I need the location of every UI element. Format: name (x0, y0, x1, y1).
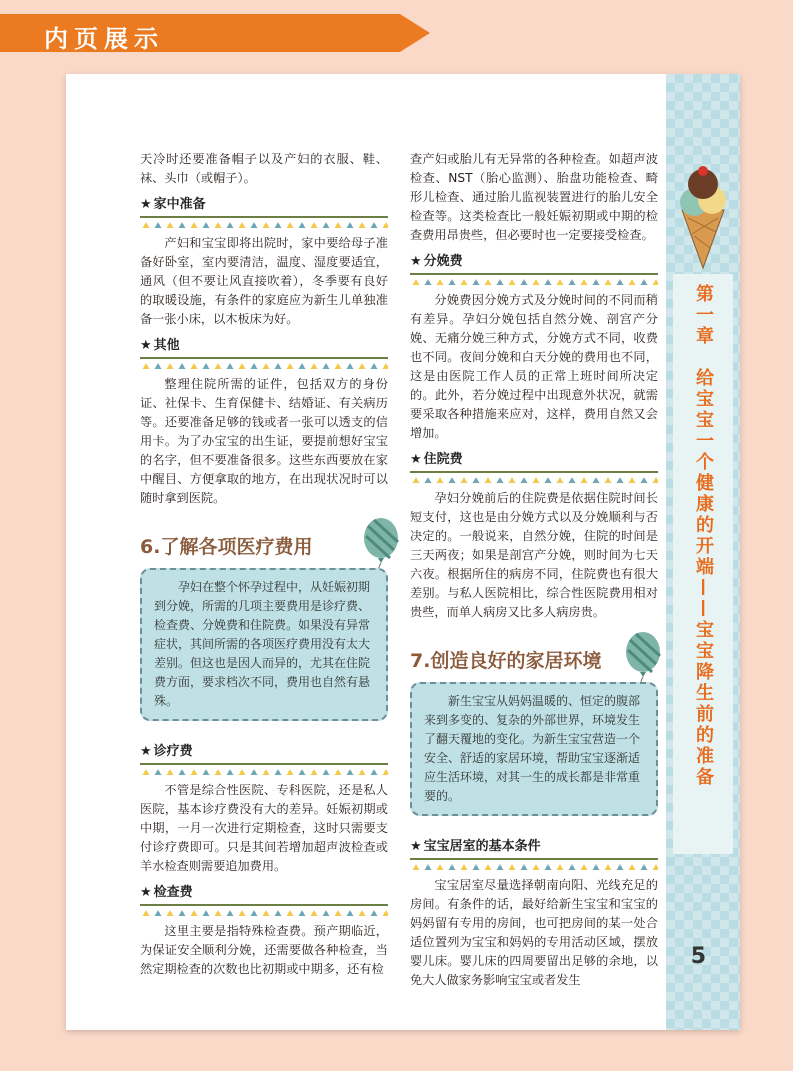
home-prep-text: 产妇和宝宝即将出院时，家中要给母子准备好卧室，室内要清洁，温度、湿度要适宜，通风（但不要让风直接吹着），冬季要有良好的取暖设施，有条件的家庭应为新生儿单独准备一张小床，以木板床为好。 (140, 236, 388, 326)
pennant-divider (140, 763, 388, 775)
subhead-other (140, 337, 388, 369)
clinic-fee-text: 不管是综合性医院、专科医院，还是私人医院，基本诊疗费没有大的差异。妊娠初期或中期，一月一次进行定期检查，这时只需要支付诊疗费即可。只是其间若增加超声波检查或羊水检查则需要追加费用。 (140, 783, 388, 873)
page-number: 5 (690, 944, 706, 969)
subhead-delivery-fee (410, 253, 658, 285)
star-icon: ★ (410, 254, 422, 269)
subhead-exam-fee (140, 884, 388, 916)
pennant-divider (410, 471, 658, 483)
room-conditions-text: 宝宝居室尽量选择朝南向阳、光线充足的房间。有条件的话，最好给新生宝宝和宝宝的妈妈留有专用的房间，也可把房间的某一处合适位置列为宝宝和妈妈的专用活动区域，摆放婴儿床。婴儿床的四周要留出足够的余地，以免大人做家务影响宝宝或者发生 (410, 878, 658, 987)
star-icon: ★ (410, 452, 422, 467)
subhead-home-prep (140, 196, 388, 228)
book-page (66, 74, 740, 1030)
subhead-title: 诊疗费 (153, 744, 193, 759)
ice-cream-icon (672, 162, 734, 272)
section-number: 6. (140, 536, 161, 558)
subhead-room-conditions (410, 838, 658, 870)
subhead-title: 家中准备 (153, 197, 206, 212)
star-icon: ★ (140, 885, 152, 900)
left-intro-text: 天冷时还要准备帽子以及产妇的衣服、鞋、袜、头巾（或帽子）。 (140, 152, 388, 185)
subhead-title: 分娩费 (423, 254, 463, 269)
subhead-title: 其他 (153, 338, 180, 353)
other-text: 整理住院所需的证件，包括双方的身份证、社保卡、生育保健卡、结婚证、有关病历等。还要准备足够的钱或者一张可以透支的信用卡。为了办宝宝的出生证，要提前想好宝宝的名字，但不要准备很多。这些东西要放在家中醒目、方便拿取的地方，在出现状况时可以随时拿到医院。 (140, 377, 388, 505)
pennant-divider (140, 357, 388, 369)
star-icon: ★ (140, 338, 152, 353)
delivery-fee-text: 分娩费因分娩方式及分娩时间的不同而稍有差异。孕妇分娩包括自然分娩、剖宫产分娩、无痛分娩三种方式，分娩方式不同，收费也不同。夜间分娩和白天分娩的费用也不同，这是由医院工作人员的正常上班时间所决定的。此外，若分娩过程中出现意外状况，就需要采取各种措施来应对，这样，费用自然又会增加。 (410, 293, 658, 440)
header-title: 内页展示 (44, 24, 164, 53)
section-7-note: 新生宝宝从妈妈温暖的、恒定的腹部来到多变的、复杂的外部世界，环境发生了翻天覆地的变化。为新生宝宝营造一个安全、舒适的家居环境，帮助宝宝逐渐适应生活环境，对其一生的成长都是非常重要的。 (410, 682, 658, 816)
section-title-text: 创造良好的家居环境 (430, 650, 602, 672)
right-intro-text: 查产妇或胎儿有无异常的各种检查。如超声波检查、NST（胎心监测）、胎盘功能检查、畸形儿检查、通过胎儿监视装置进行的胎儿安全检查等。这类检查比一般妊娠初期或中期的检查费用昂贵些，但必要时也一定要接受检查。 (410, 152, 658, 242)
star-icon: ★ (410, 839, 422, 854)
subhead-title: 住院费 (423, 452, 463, 467)
star-icon: ★ (140, 744, 152, 759)
subhead-title: 宝宝居室的基本条件 (423, 839, 541, 854)
star-icon: ★ (140, 197, 152, 212)
chapter-label: 第一章 给宝宝一个健康的开端——宝宝降生前的准备 (693, 284, 714, 788)
chapter-bar (673, 274, 733, 854)
hospital-fee-text: 孕妇分娩前后的住院费是依据住院时间长短支付，这也是由分娩方式以及分娩顺利与否决定的。一般说来，自然分娩，住院的时间是三天两夜；如果是剖宫产分娩，则时间为七天六夜。根据所住的病房不同，住院费也有很大差别。与私人医院相比，综合性医院费用相对贵些，而单人病房又比多人病房贵。 (410, 491, 658, 619)
left-column (140, 150, 388, 979)
pennant-divider (140, 216, 388, 228)
subhead-title: 检查费 (153, 885, 193, 900)
exam-fee-text: 这里主要是指特殊检查费。预产期临近，为保证安全顺利分娩，还需要做各种检查，当然定期检查的次数也比初期或中期多，还有检 (140, 924, 388, 976)
pennant-divider (140, 904, 388, 916)
pennant-divider (410, 858, 658, 870)
section-6-note: 孕妇在整个怀孕过程中，从妊娠初期到分娩，所需的几项主要费用是诊疗费、检查费、分娩费和住院费。如果没有异常症状，其间所需的各项医疗费用没有太大差别。但这也是因人而异的，尤其在住院费方面，要求档次不同，费用也自然有悬殊。 (140, 568, 388, 721)
section-6-title (140, 534, 388, 560)
right-column (410, 150, 658, 990)
section-number: 7. (410, 650, 431, 672)
subhead-clinic-fee (140, 743, 388, 775)
section-7-title (410, 648, 658, 674)
section-title-text: 了解各项医疗费用 (160, 536, 313, 558)
pennant-divider (410, 273, 658, 285)
subhead-hospital-fee (410, 451, 658, 483)
